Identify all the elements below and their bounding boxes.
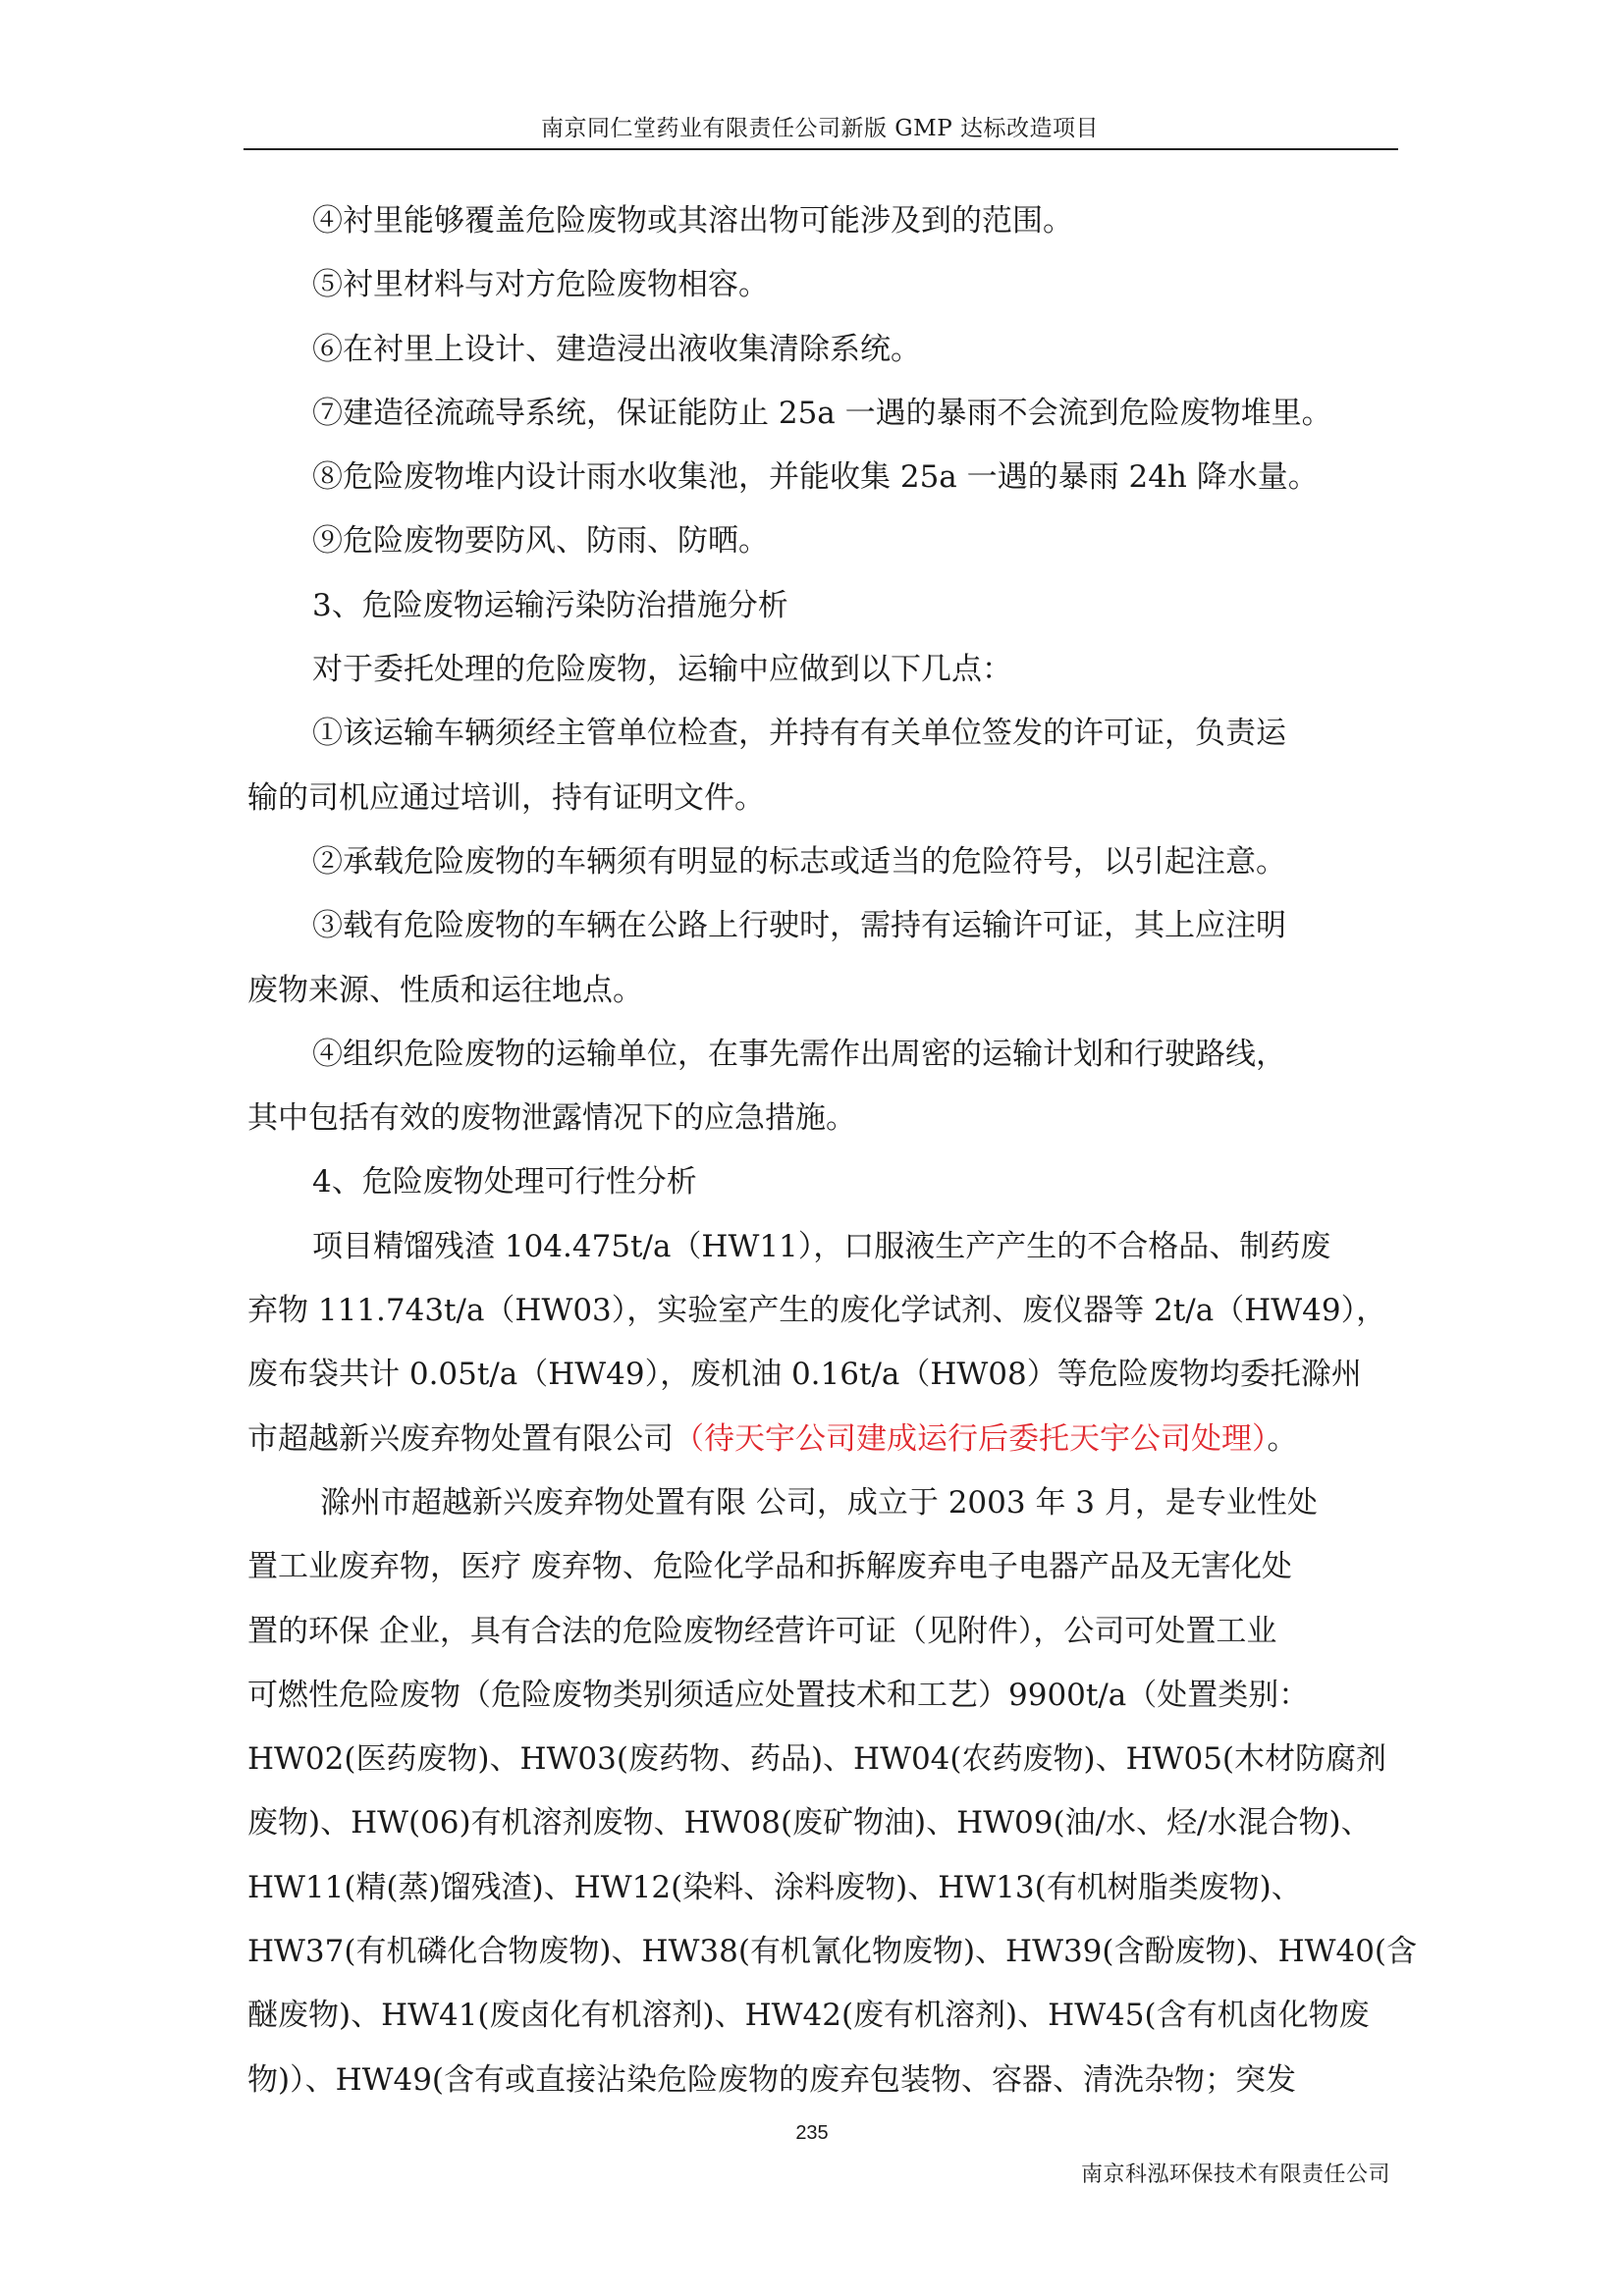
text-line: ⑧危险废物堆内设计雨水收集池，并能收集 25a 一遇的暴雨 24h 降水量。 bbox=[312, 459, 1319, 496]
text-line: 废物)、HW(06)有机溶剂废物、HW08(废矿物油)、HW09(油/水、烃/水混合物)、 bbox=[247, 1805, 1372, 1842]
text-line: ④衬里能够覆盖危险废物或其溶出物可能涉及到的范围。 bbox=[312, 203, 1073, 239]
text-line: ⑦建造径流疏导系统，保证能防止 25a 一遇的暴雨不会流到危险废物堆里。 bbox=[312, 395, 1332, 431]
text-line: ②承载危险废物的车辆须有明显的标志或适当的危险符号，以引起注意。 bbox=[312, 843, 1286, 880]
text-line: 可燃性危险废物（危险废物类别须适应处置技术和工艺）9900t/a（处置类别： bbox=[247, 1677, 1310, 1713]
page-number: 235 bbox=[795, 2122, 829, 2144]
text-line: 其中包括有效的废物泄露情况下的应急措施。 bbox=[247, 1100, 856, 1137]
text-line: HW02(医药废物)、HW03(废药物、药品)、HW04(农药废物)、HW05(木材防腐剂 bbox=[247, 1741, 1387, 1778]
text-line: ①该运输车辆须经主管单位检查，并持有有关单位签发的许可证，负责运 bbox=[312, 716, 1286, 752]
text-line: HW11(精(蒸)馏残渣)、HW12(染料、涂料废物)、HW13(有机树脂类废物)、 bbox=[247, 1869, 1302, 1905]
text-line: 置的环保 企业，具有合法的危险废物经营许可证（见附件），公司可处置工业 bbox=[247, 1613, 1277, 1649]
text-line: ⑤衬里材料与对方危险废物相容。 bbox=[312, 267, 769, 303]
text-line-with-highlight bbox=[247, 1408, 1396, 1471]
text-segment: 。 bbox=[1267, 1420, 1298, 1457]
text-line: 输的司机应通过培训，持有证明文件。 bbox=[247, 779, 765, 816]
text-line: ⑨危险废物要防风、防雨、防晒。 bbox=[312, 523, 769, 560]
page-footer-company: 南京科泓环保技术有限责任公司 bbox=[1080, 2163, 1390, 2187]
text-line: 项目精馏残渣 104.475t/a（HW11），口服液生产产生的不合格品、制药废 bbox=[312, 1228, 1331, 1264]
text-line: 置工业废弃物，医疗 废弃物、危险化学品和拆解废弃电子电器产品及无害化处 bbox=[247, 1549, 1292, 1585]
text-line: 废布袋共计 0.05t/a（HW49），废机油 0.16t/a（HW08）等危险废物均委托滁州 bbox=[247, 1357, 1362, 1393]
text-line: ③载有危险废物的车辆在公路上行驶时，需持有运输许可证，其上应注明 bbox=[312, 908, 1286, 944]
text-line: 物)）、HW49(含有或直接沾染危险废物的废弃包装物、容器、清洗杂物；突发 bbox=[247, 2061, 1297, 2098]
text-line: 弃物 111.743t/a（HW03），实验室产生的废化学试剂、废仪器等 2t/a（HW49）， bbox=[247, 1293, 1387, 1329]
page-header-title: 南京同仁堂药业有限责任公司新版 GMP 达标改造项目 bbox=[540, 116, 1100, 141]
header-divider bbox=[244, 148, 1398, 150]
text-line: 废物来源、性质和运往地点。 bbox=[247, 972, 643, 1008]
text-line: 醚废物)、HW41(废卤化有机溶剂)、HW42(废有机溶剂)、HW45(含有机卤化物废 bbox=[247, 1998, 1370, 2034]
text-line: 滁州市超越新兴废弃物处置有限 公司，成立于 2003 年 3 月，是专业性处 bbox=[320, 1484, 1318, 1521]
section-heading: 4、危险废物处理可行性分析 bbox=[312, 1164, 697, 1201]
text-line: ⑥在衬里上设计、建造浸出液收集清除系统。 bbox=[312, 331, 921, 367]
document-body bbox=[247, 189, 1418, 2112]
section-heading: 3、危险废物运输污染防治措施分析 bbox=[312, 587, 788, 623]
text-line: 对于委托处理的危险废物，运输中应做到以下几点： bbox=[312, 652, 1012, 688]
text-line: HW37(有机磷化合物废物)、HW38(有机氰化物废物)、HW39(含酚废物)、HW40(含 bbox=[247, 1934, 1418, 1970]
text-segment: 市超越新兴废弃物处置有限公司 bbox=[247, 1420, 674, 1457]
text-line: ④组织危险废物的运输单位，在事先需作出周密的运输计划和行驶路线， bbox=[312, 1036, 1286, 1072]
highlighted-note: （待天宇公司建成运行后委托天宇公司处理） bbox=[674, 1420, 1268, 1457]
